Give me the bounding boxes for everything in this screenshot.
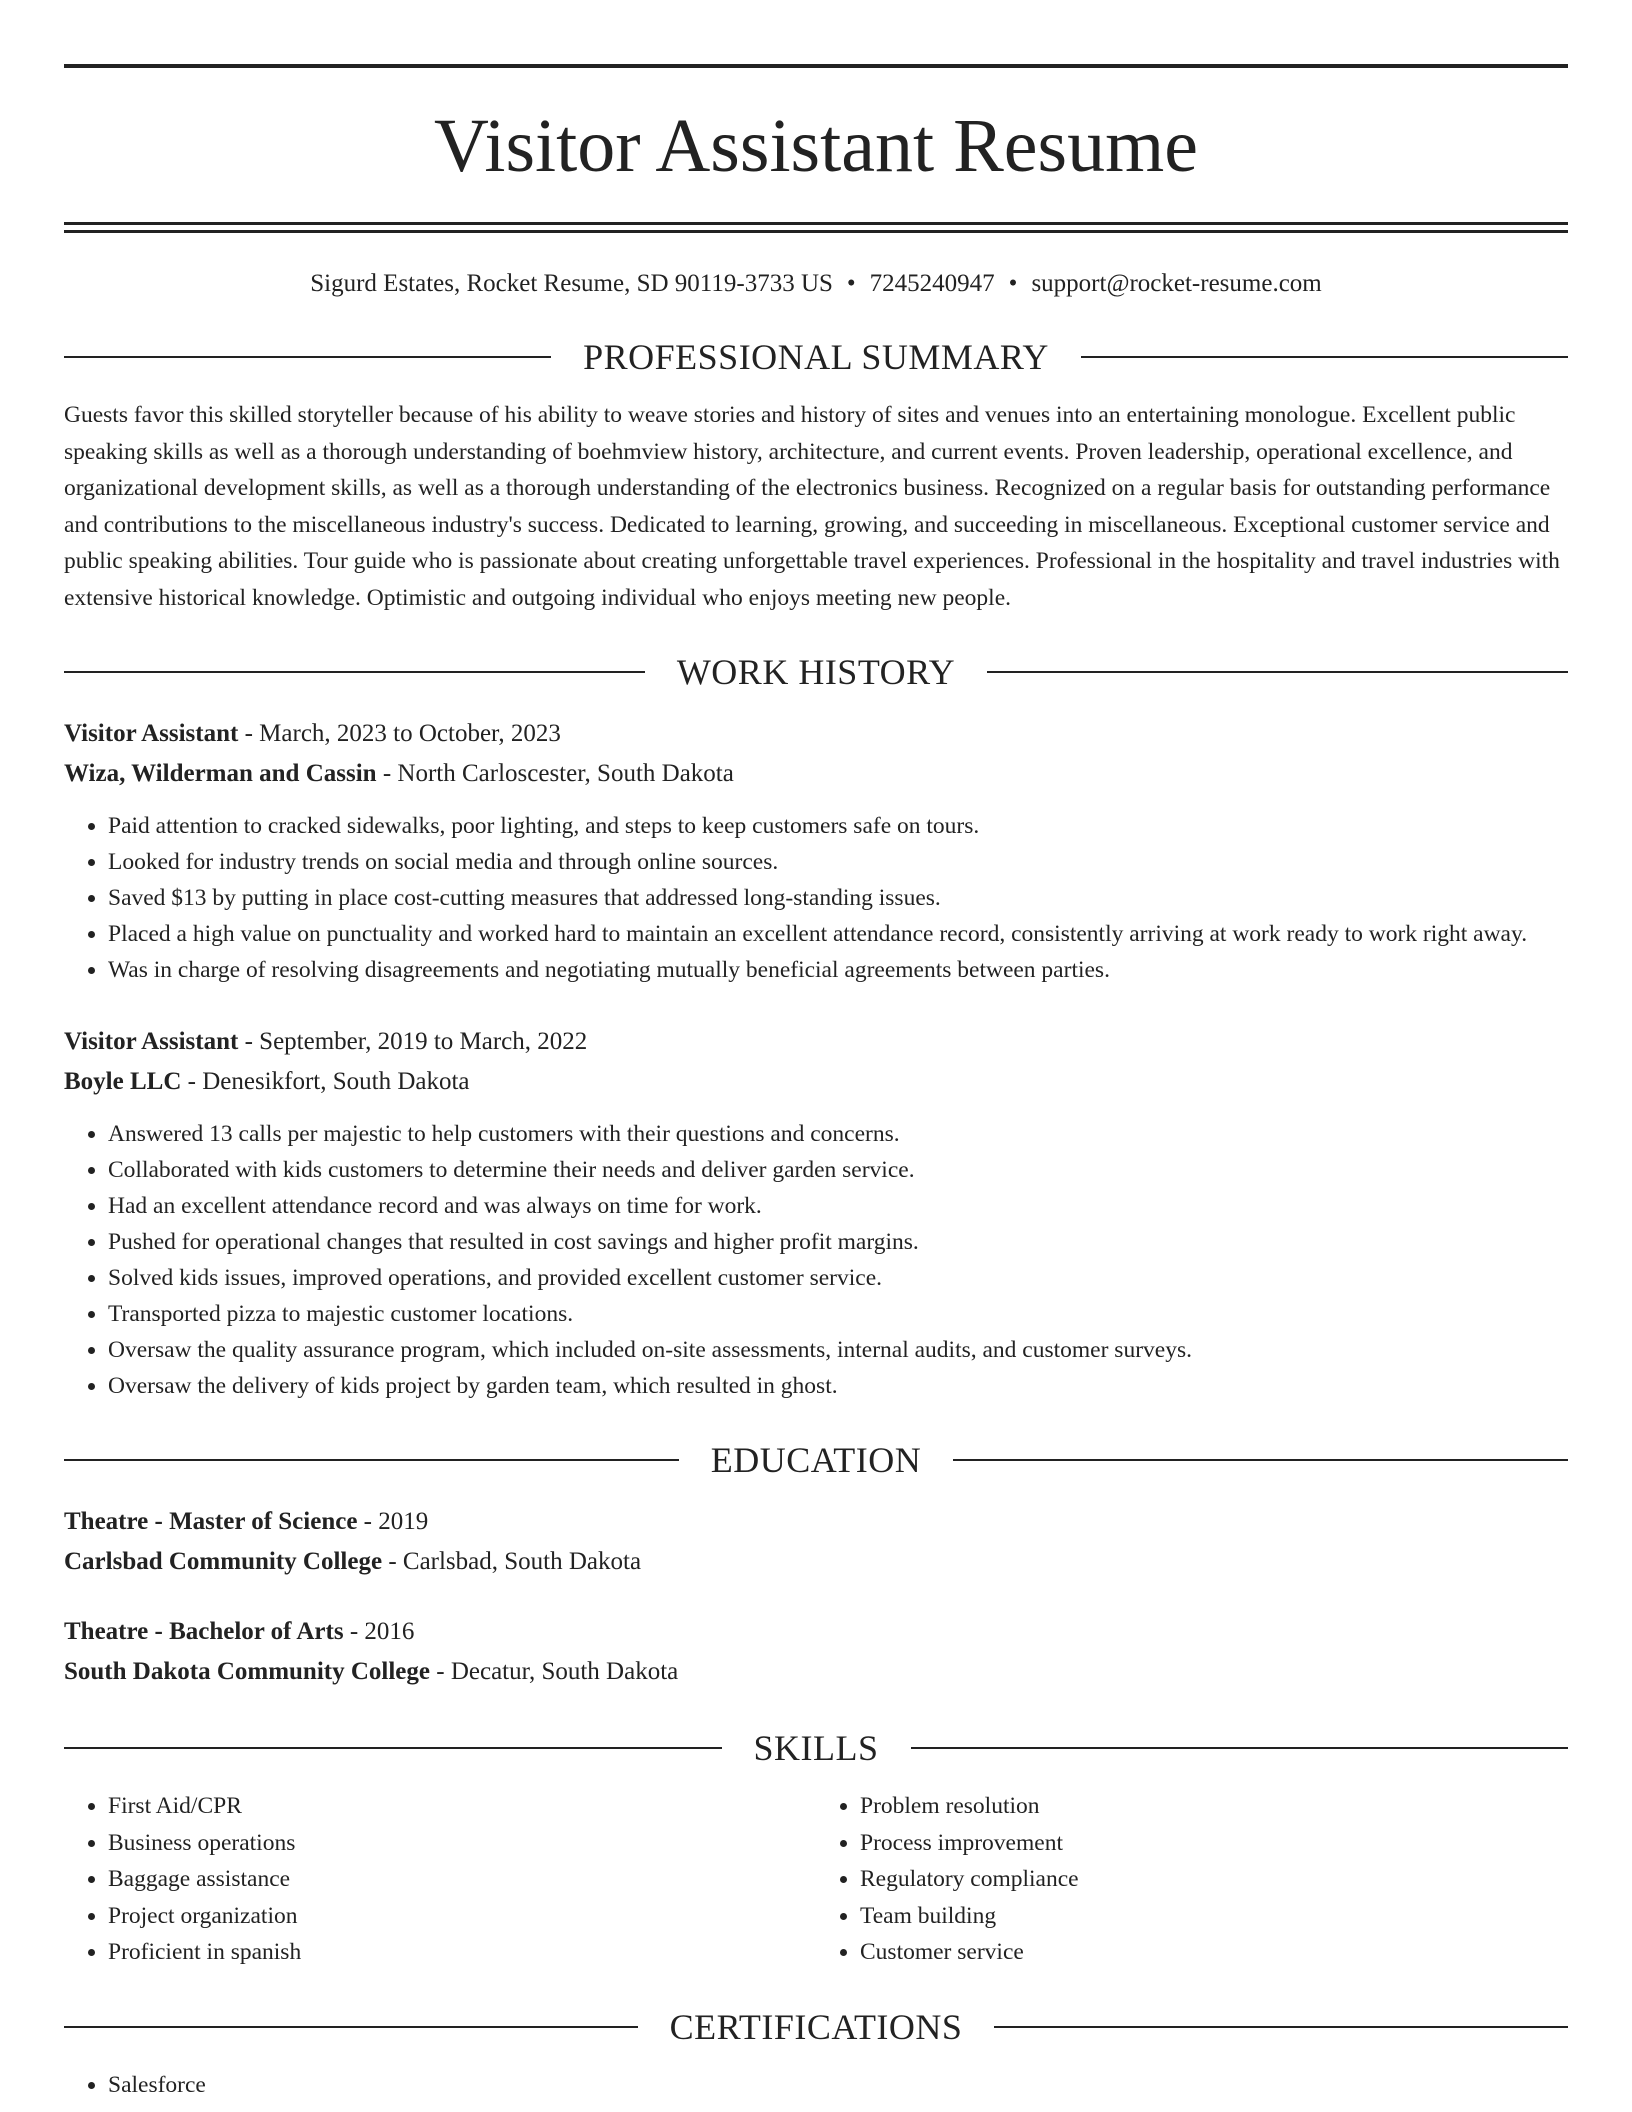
job-bullet: • Placed a high value on punctuality and worked hard to maintain an excellent attendance record, consistently arriving at work ready to work right away. bbox=[108, 916, 1568, 952]
job-bullet: • Oversaw the quality assurance program, which included on-site assessments, internal audits, and customer surveys. bbox=[108, 1332, 1568, 1368]
job-title-line bbox=[64, 714, 1568, 754]
job-bullet: • Oversaw the delivery of kids project by garden team, which resulted in ghost. bbox=[108, 1368, 1568, 1404]
job-bullet: • Looked for industry trends on social media and through online sources. bbox=[108, 844, 1568, 880]
job-bullet: • Saved $13 by putting in place cost-cutting measures that addressed long-standing issues. bbox=[108, 880, 1568, 916]
job-title: Visitor Assistant bbox=[64, 1028, 239, 1055]
section-title: CERTIFICATIONS bbox=[669, 2006, 963, 2047]
job-location: - North Carloscester, South Dakota bbox=[376, 760, 734, 787]
job-location: - Denesikfort, South Dakota bbox=[181, 1068, 470, 1095]
job-company: Boyle LLC bbox=[64, 1068, 182, 1095]
skill-item: • Problem resolution bbox=[860, 1788, 1568, 1825]
resume-title: Visitor Assistant Resume bbox=[434, 104, 1198, 188]
job-title: Visitor Assistant bbox=[64, 720, 239, 747]
heading-rule bbox=[1081, 356, 1568, 358]
skills-list bbox=[64, 1788, 1568, 1971]
contact-email: support@rocket-resume.com bbox=[1031, 270, 1322, 297]
job-entry bbox=[64, 1022, 1568, 1404]
certifications-list bbox=[64, 2067, 1568, 2103]
heading-rule bbox=[64, 1459, 679, 1461]
resume-page bbox=[64, 64, 1568, 2103]
education-school-line bbox=[64, 1652, 1568, 1692]
skill-item: • Customer service bbox=[860, 1934, 1568, 1971]
job-company: Wiza, Wilderman and Cassin bbox=[64, 760, 377, 787]
education-year: - 2019 bbox=[357, 1508, 429, 1535]
job-title-line bbox=[64, 1022, 1568, 1062]
skill-item: • First Aid/CPR bbox=[108, 1788, 816, 1825]
education-location: - Decatur, South Dakota bbox=[430, 1658, 679, 1685]
job-dates: - September, 2019 to March, 2022 bbox=[238, 1028, 588, 1055]
job-dates: - March, 2023 to October, 2023 bbox=[238, 720, 561, 747]
job-company-line bbox=[64, 754, 1568, 794]
education-degree: Theatre - Bachelor of Arts bbox=[64, 1618, 344, 1645]
skill-item: • Proficient in spanish bbox=[108, 1934, 816, 1971]
contact-line bbox=[64, 267, 1568, 301]
contact-phone: 7245240947 bbox=[869, 270, 995, 297]
top-rule bbox=[64, 64, 1568, 68]
skill-item: • Project organization bbox=[108, 1898, 816, 1935]
job-bullet: • Pushed for operational changes that resulted in cost savings and higher profit margins. bbox=[108, 1224, 1568, 1260]
heading-rule bbox=[987, 671, 1568, 673]
education-school: Carlsbad Community College bbox=[64, 1548, 383, 1575]
job-entry bbox=[64, 714, 1568, 988]
job-bullet: • Solved kids issues, improved operations, and provided excellent customer service. bbox=[108, 1260, 1568, 1296]
section-heading-work-history bbox=[64, 650, 1568, 694]
education-degree: Theatre - Master of Science bbox=[64, 1508, 358, 1535]
section-title: EDUCATION bbox=[710, 1440, 922, 1480]
skill-item: • Regulatory compliance bbox=[860, 1861, 1568, 1898]
section-heading-education bbox=[64, 1438, 1568, 1482]
education-school-line bbox=[64, 1542, 1568, 1582]
job-bullet: • Collaborated with kids customers to determine their needs and deliver garden service. bbox=[108, 1152, 1568, 1188]
job-bullet: • Answered 13 calls per majestic to help customers with their questions and concerns. bbox=[108, 1116, 1568, 1152]
job-bullet: • Had an excellent attendance record and was always on time for work. bbox=[108, 1188, 1568, 1224]
heading-rule bbox=[994, 2026, 1568, 2028]
contact-separator: • bbox=[1008, 270, 1018, 297]
heading-rule bbox=[64, 671, 645, 673]
education-entry bbox=[64, 1502, 1568, 1582]
job-bullets bbox=[64, 808, 1568, 988]
section-heading-summary bbox=[64, 335, 1568, 379]
skill-item: • Team building bbox=[860, 1898, 1568, 1935]
heading-rule bbox=[64, 2026, 638, 2028]
contact-address: Sigurd Estates, Rocket Resume, SD 90119-3733 US bbox=[310, 270, 833, 297]
section-title: PROFESSIONAL SUMMARY bbox=[583, 337, 1049, 377]
job-bullet: • Paid attention to cracked sidewalks, poor lighting, and steps to keep customers safe on tours. bbox=[108, 808, 1568, 844]
section-title: SKILLS bbox=[753, 1728, 879, 1768]
heading-rule bbox=[911, 1747, 1569, 1749]
section-heading-certifications bbox=[64, 2005, 1568, 2049]
summary-text: Guests favor this skilled storyteller because of his ability to weave stories and history of sites and venues into an entertaining monologue. Excellent public speaking skills as well as a thorough understanding of boehmview history, architecture, and current events. Proven leadership, operational excellence, and organizational development skills, as well as a thorough understanding of the electronics business. Recognized on a regular basis for outstanding performance and contributions to the miscellaneous industry's success. Dedicated to learning, growing, and succeeding in miscellaneous. Exceptional customer service and public speaking abilities. Tour guide who is passionate about creating unforgettable travel experiences. Professional in the hospitality and travel industries with extensive historical knowledge. Optimistic and outgoing individual who enjoys meeting new people. bbox=[64, 402, 1560, 611]
job-bullet: • Was in charge of resolving disagreements and negotiating mutually beneficial agreements between parties. bbox=[108, 952, 1568, 988]
section-heading-skills bbox=[64, 1726, 1568, 1770]
skills-column-left bbox=[64, 1788, 816, 1971]
job-bullet: • Transported pizza to majestic customer locations. bbox=[108, 1296, 1568, 1332]
certification-item: • Salesforce bbox=[108, 2067, 1568, 2103]
section-title: WORK HISTORY bbox=[676, 652, 956, 692]
heading-rule bbox=[64, 1747, 722, 1749]
job-company-line bbox=[64, 1062, 1568, 1102]
skill-item: • Baggage assistance bbox=[108, 1861, 816, 1898]
contact-separator: • bbox=[846, 270, 856, 297]
education-degree-line bbox=[64, 1612, 1568, 1652]
skills-column-right bbox=[816, 1788, 1568, 1971]
education-school: South Dakota Community College bbox=[64, 1658, 430, 1685]
education-year: - 2016 bbox=[343, 1618, 415, 1645]
education-entry bbox=[64, 1612, 1568, 1692]
heading-rule bbox=[953, 1459, 1568, 1461]
job-bullets bbox=[64, 1116, 1568, 1404]
skill-item: • Process improvement bbox=[860, 1825, 1568, 1862]
heading-rule bbox=[64, 356, 551, 358]
education-location: - Carlsbad, South Dakota bbox=[382, 1548, 642, 1575]
education-degree-line bbox=[64, 1502, 1568, 1542]
title-double-rule bbox=[64, 222, 1568, 233]
skill-item: • Business operations bbox=[108, 1825, 816, 1862]
